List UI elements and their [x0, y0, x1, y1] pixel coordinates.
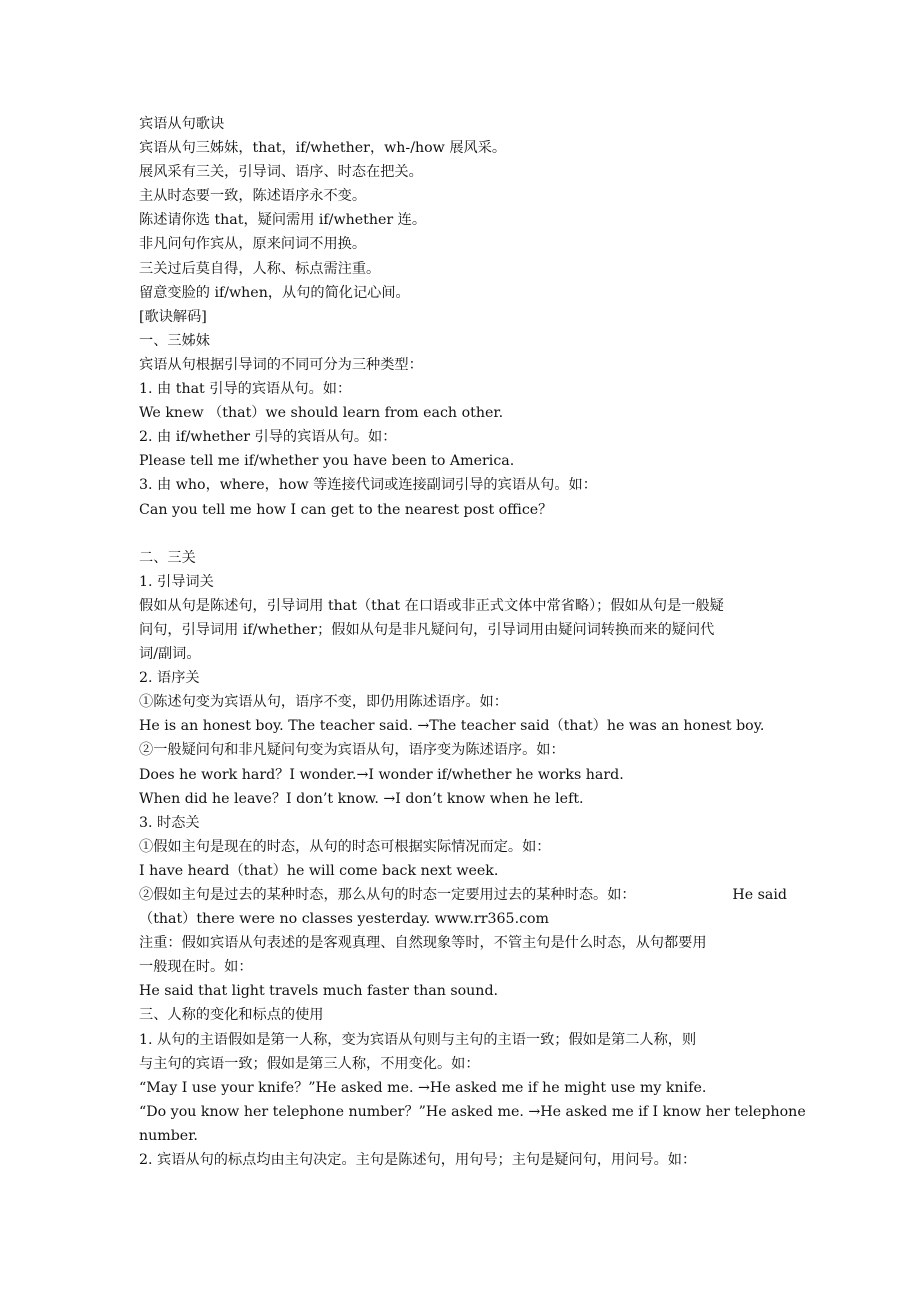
- rhyme-line-6: 三关过后莫自得，人称、标点需注重。: [139, 260, 381, 277]
- example-line: “May I use your knife？”He asked me. →He asked me if he might use my knife.: [139, 1079, 707, 1096]
- paragraph-line: ①假如主句是现在的时态，从句的时态可根据实际情况而定。如：: [139, 838, 551, 855]
- heading-three-sisters: 一、三姊妹: [139, 332, 210, 349]
- item-wh-words: 3. 由 who，where，how 等连接代词或连接副词引导的宾语从句。如：: [139, 477, 597, 494]
- example-line: We knew （that）we should learn from each other.: [139, 405, 504, 422]
- subheading-tense: 3. 时态关: [139, 814, 200, 831]
- rhyme-line-5: 非凡问句作宾从，原来问词不用换。: [139, 236, 367, 253]
- paragraph-line: ①陈述句变为宾语从句，语序不变，即仍用陈述语序。如：: [139, 694, 508, 711]
- example-line: He is an honest boy. The teacher said. →The teacher said（that）he was an honest boy.: [139, 718, 765, 735]
- example-line: When did he leave？I don’t know. →I don’t know when he left.: [139, 790, 584, 807]
- example-line: “Do you know her telephone number？”He asked me. →He asked me if I know her telephone: [139, 1103, 806, 1120]
- note-line: 注重：假如宾语从句表述的是客观真理、自然现象等时，不管主句是什么时态，从句都要用: [139, 935, 707, 952]
- example-line: I have heard（that）he will come back next week.: [139, 862, 499, 879]
- rhyme-line-4: 陈述请你选 that，疑问需用 if/whether 连。: [139, 212, 427, 229]
- subheading-introducer: 1. 引导词关: [139, 573, 214, 590]
- rhyme-line-1: 宾语从句三姊妹，that，if/whether，wh-/how 展风采。: [139, 140, 507, 157]
- example-line: Please tell me if/whether you have been to America.: [139, 453, 515, 470]
- example-line: number.: [139, 1127, 198, 1144]
- note-line: 一般现在时。如：: [139, 959, 253, 976]
- subheading-word-order: 2. 语序关: [139, 670, 200, 687]
- rhyme-line-3: 主从时态要一致，陈述语序永不变。: [139, 188, 367, 205]
- example-line: （that）there were no classes yesterday. www.rr365.com: [139, 911, 550, 928]
- section-label-decode: [歌诀解码]: [139, 308, 207, 325]
- example-line: Can you tell me how I can get to the nearest post office？: [139, 501, 553, 518]
- paragraph-text: ②假如主句是过去的某种时态，那么从句的时态一定要用过去的某种时态。如：: [139, 887, 636, 903]
- title-line: 宾语从句歌诀: [139, 116, 225, 132]
- item-that: 1. 由 that 引导的宾语从句。如：: [139, 381, 352, 398]
- paragraph-line-justified: [139, 883, 787, 907]
- example-line: He said that light travels much faster than sound.: [139, 983, 499, 1000]
- document-page: [139, 112, 806, 1172]
- paragraph-line: 问句，引导词用 if/whether；假如从句是非凡疑问句，引导词用由疑问词转换而来的疑问代: [139, 621, 715, 638]
- heading-three-checks: 二、三关: [139, 549, 196, 566]
- paragraph-line: 假如从句是陈述句，引导词用 that（that 在口语或非正式文体中常省略）；假如从句是一般疑: [139, 597, 724, 614]
- rhyme-line-7: 留意变脸的 if/when，从句的简化记心间。: [139, 284, 410, 301]
- heading-person-punctuation: 三、人称的变化和标点的使用: [139, 1007, 324, 1024]
- blank-line: [139, 522, 787, 546]
- paragraph-line: 宾语从句根据引导词的不同可分为三种类型：: [139, 356, 423, 373]
- example-line: Does he work hard？I wonder.→I wonder if/whether he works hard.: [139, 766, 624, 783]
- paragraph-line: 与主句的宾语一致；假如是第三人称，不用变化。如：: [139, 1055, 480, 1072]
- example-text: He said: [732, 887, 787, 903]
- rhyme-line-2: 展风采有三关，引导词、语序、时态在把关。: [139, 164, 423, 181]
- paragraph-line: 2. 宾语从句的标点均由主句决定。主句是陈述句，用句号；主句是疑问句，用问号。如：: [139, 1152, 697, 1169]
- paragraph-line: 1. 从句的主语假如是第一人称，变为宾语从句则与主句的主语一致；假如是第二人称，则: [139, 1031, 697, 1048]
- paragraph-line: ②一般疑问句和非凡疑问句变为宾语从句，语序变为陈述语序。如：: [139, 742, 565, 759]
- item-if-whether: 2. 由 if/whether 引导的宾语从句。如：: [139, 429, 397, 446]
- paragraph-line: 词/副词。: [139, 646, 201, 663]
